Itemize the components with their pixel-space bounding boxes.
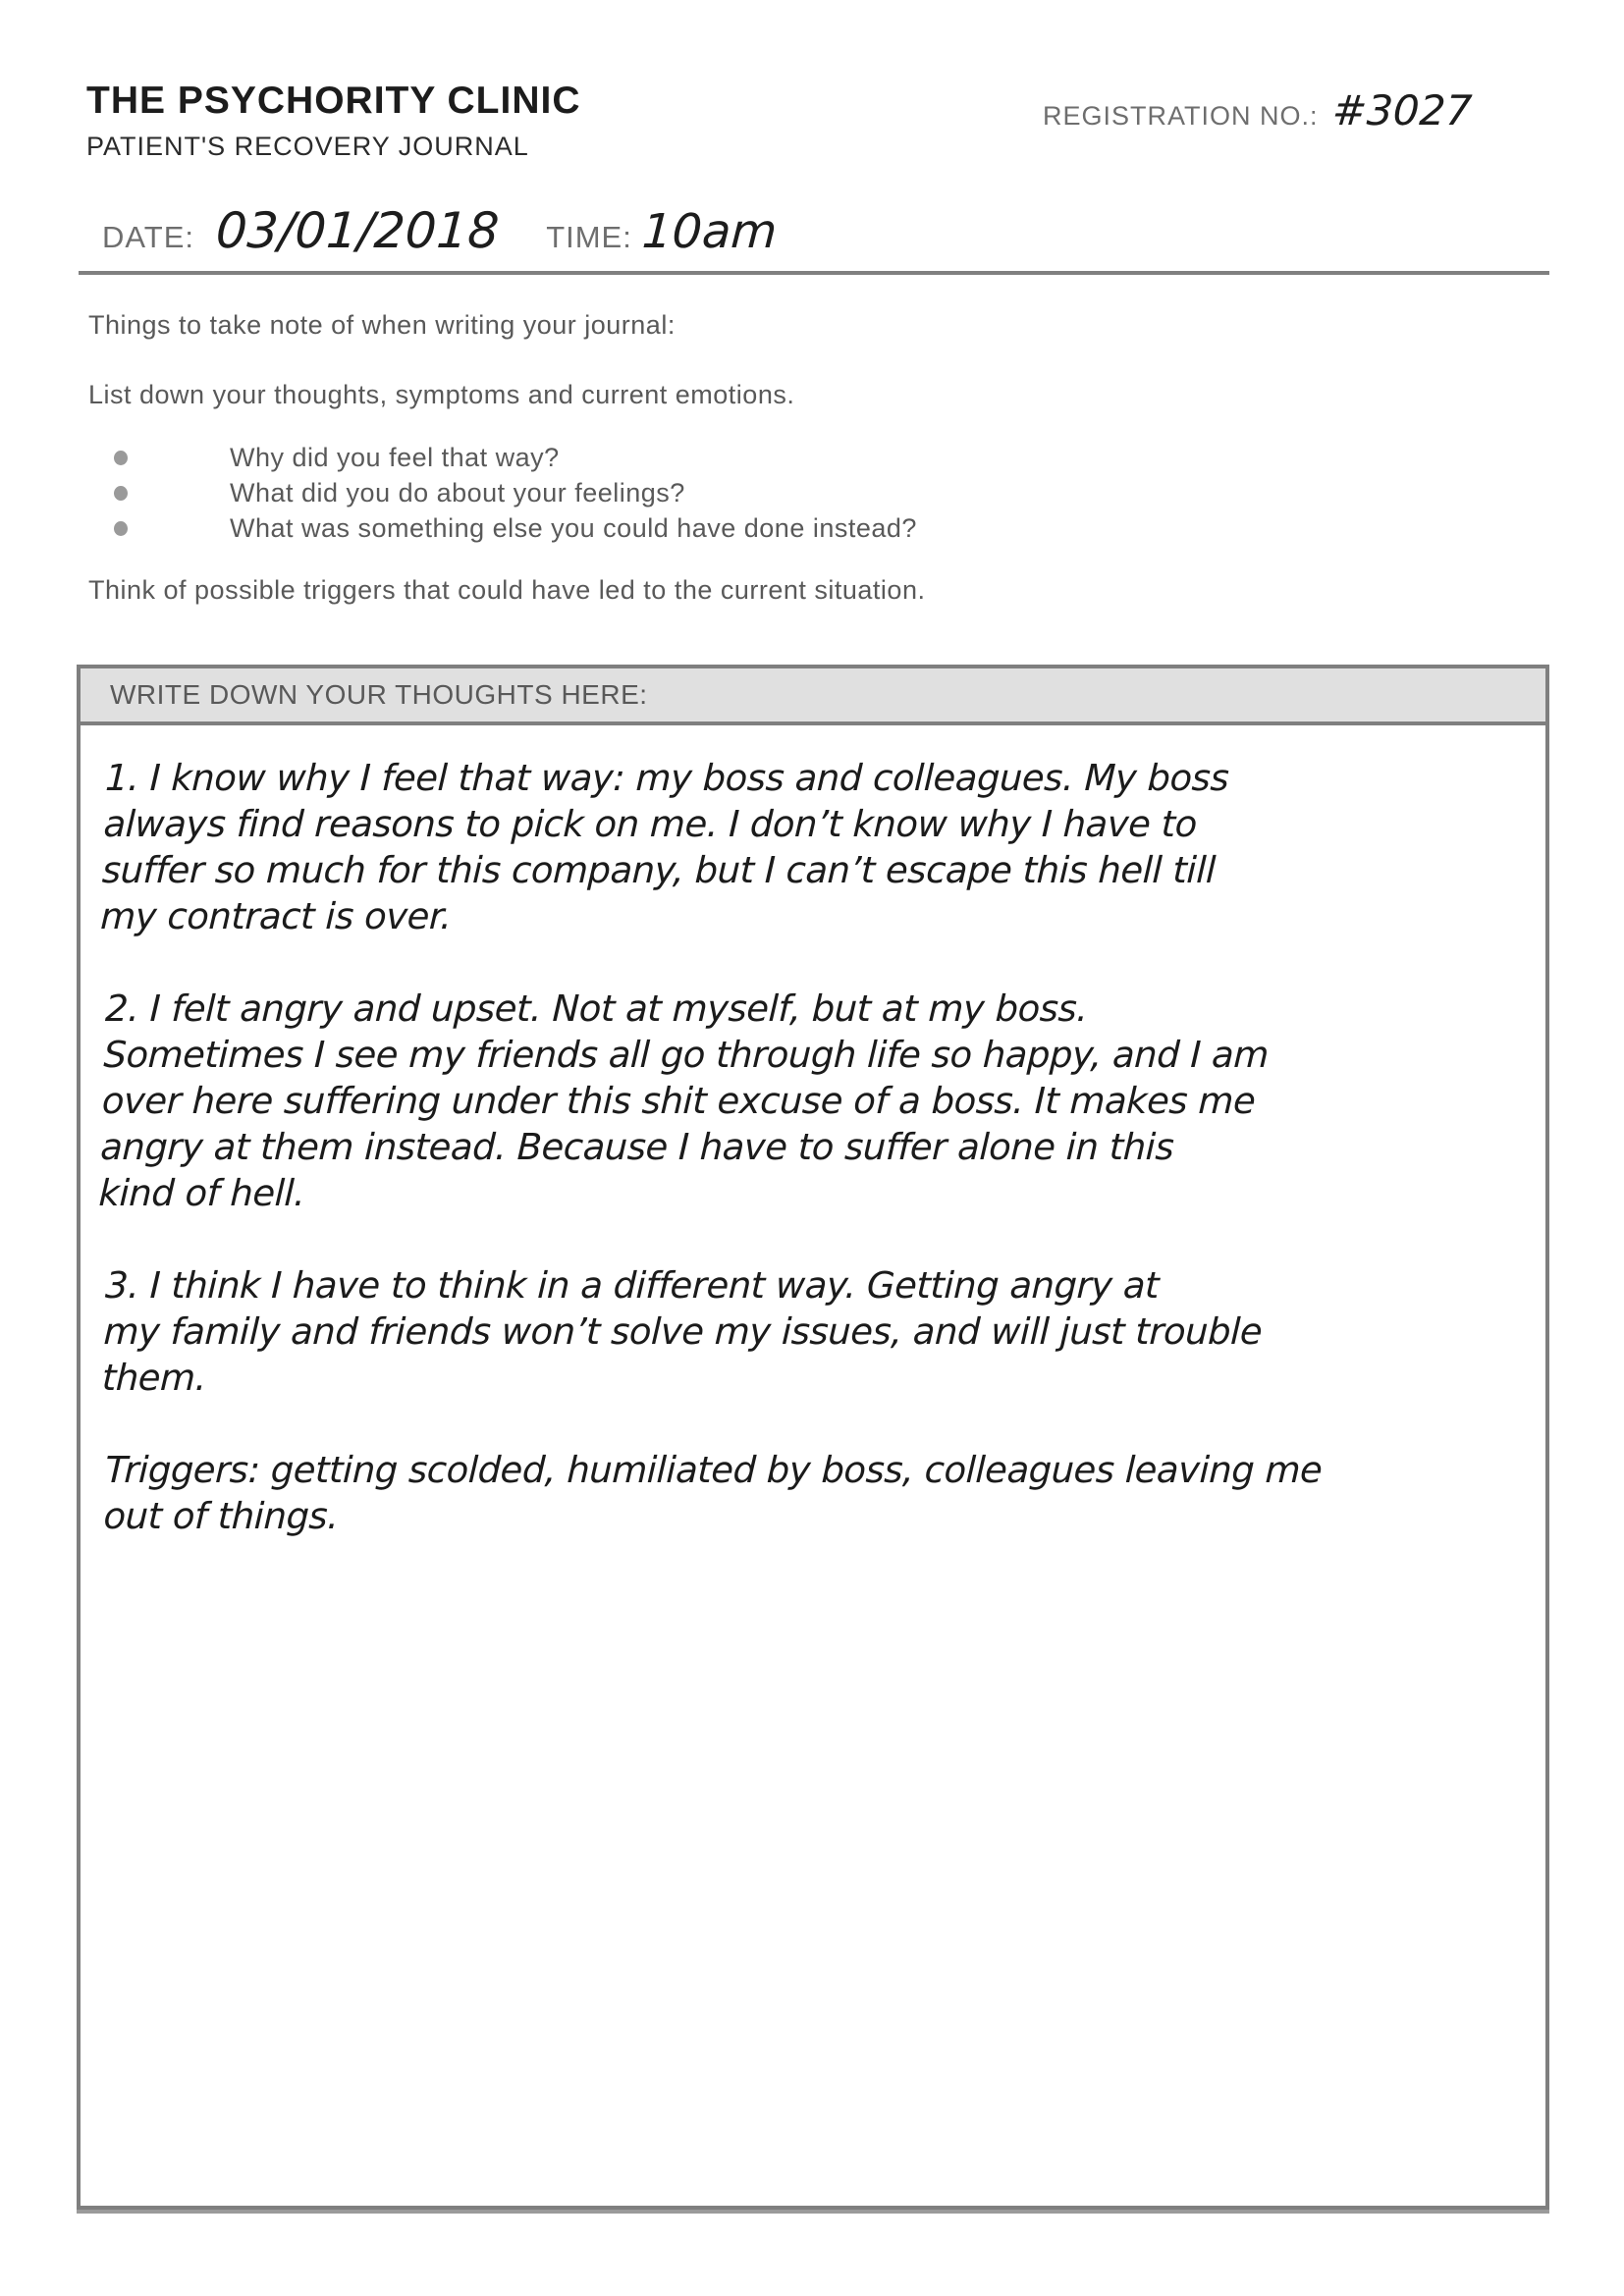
date-value: 03/01/2018: [214, 202, 501, 259]
journal-instructions: [88, 310, 1463, 606]
time-label: TIME:: [546, 220, 632, 254]
journal-entry-paragraph-1: 1. I know why I feel that way: my boss and colleagues. My boss always find reasons to pick on me. I don’t know why I have to suffer so much for this company, but I can’t escape this hell till my contract is over.: [99, 757, 1230, 937]
instructions-list-heading: List down your thoughts, symptoms and current emotions.: [88, 380, 795, 409]
thoughts-box-header: WRITE DOWN YOUR THOUGHTS HERE:: [81, 668, 1545, 725]
journal-entry-paragraph-triggers: Triggers: getting scolded, humiliated by boss, colleagues leaving me out of things.: [102, 1449, 1324, 1537]
date-time-row: [102, 202, 1526, 259]
list-item: [88, 440, 1463, 475]
registration-block: [1043, 86, 1472, 134]
clinic-header: [86, 80, 581, 162]
journal-entry-paragraph-2: 2. I felt angry and upset. Not at myself, but at my boss. Sometimes I see my friends all go through life so happy, and I am over here suffering under this shit excuse of a boss. It makes me angry at them instead. Because I have to suffer alone in this kind of hell.: [97, 988, 1270, 1214]
journal-entry-paragraph-3: 3. I think I have to think in a different way. Getting angry at my family and friends won’t solve my issues, and will just trouble them.: [101, 1264, 1263, 1399]
bullet-text: What was something else you could have done instead?: [230, 512, 917, 543]
bullet-dot-icon: [114, 451, 128, 465]
clinic-name: THE PSYCHORITY CLINIC: [86, 80, 581, 122]
list-item: [88, 475, 1463, 510]
instructions-intro: Things to take note of when writing your journal:: [88, 310, 676, 340]
bullet-text: What did you do about your feelings?: [230, 477, 685, 507]
document-subtitle: PATIENT'S RECOVERY JOURNAL: [86, 131, 529, 161]
bullet-text: Why did you feel that way?: [230, 442, 560, 472]
bullet-dot-icon: [114, 521, 128, 536]
thoughts-box-body: [81, 725, 1545, 1539]
instructions-outro: Think of possible triggers that could have led to the current situation.: [88, 575, 926, 605]
list-item: [88, 510, 1463, 546]
time-value: 10am: [640, 204, 779, 259]
date-divider-rule: [79, 271, 1549, 275]
thoughts-box: [77, 665, 1549, 2210]
date-label: DATE:: [102, 220, 194, 254]
instructions-bullet-list: [88, 440, 1463, 546]
registration-label: REGISTRATION NO.:: [1043, 101, 1319, 131]
bullet-dot-icon: [114, 486, 128, 501]
registration-number: #3027: [1330, 86, 1473, 134]
